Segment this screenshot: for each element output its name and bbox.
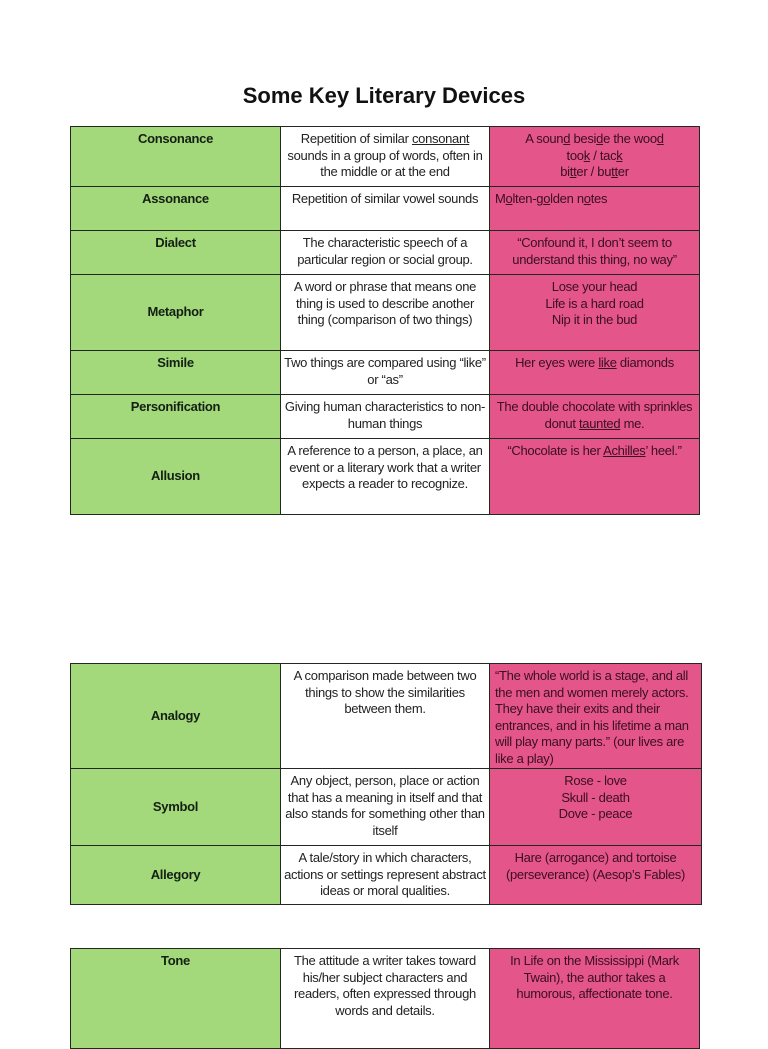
- example-cell: [490, 395, 700, 439]
- definition-text: Repetition of similar consonant sounds in a group of words, often in the middle or at the end: [287, 131, 483, 179]
- definition-text: Repetition of similar vowel sounds: [291, 191, 479, 206]
- table-row-allusion: [71, 439, 700, 515]
- term-cell: [71, 949, 281, 1049]
- definition-cell: [281, 664, 490, 769]
- term-label: Symbol: [152, 798, 199, 814]
- definition-cell: [281, 395, 490, 439]
- example-cell: [490, 439, 700, 515]
- example-text: Rose - love Skull - death Dove - peace: [558, 773, 633, 821]
- table-row-consonance: [71, 127, 700, 187]
- definition-cell: [281, 949, 490, 1049]
- example-text: Lose your head Life is a hard road Nip it in the bud: [545, 279, 644, 327]
- term-label: Consonance: [137, 131, 213, 146]
- literary-devices-table-2: [70, 663, 702, 905]
- definition-text: A word or phrase that means one thing is used to describe another thing (comparison of two things): [293, 279, 477, 327]
- example-cell: [490, 949, 700, 1049]
- definition-cell: [281, 127, 490, 187]
- term-label: Allegory: [150, 866, 201, 882]
- table-row-metaphor: [71, 275, 700, 351]
- example-cell: [490, 127, 700, 187]
- example-text: A sound beside the wood took / tack bitter / butter: [525, 131, 664, 179]
- definition-text: A comparison made between two things to show the similarities between them.: [293, 668, 477, 716]
- term-cell: [71, 275, 281, 351]
- example-cell: [490, 846, 702, 905]
- term-cell: [71, 351, 281, 395]
- table-row-symbol: [71, 769, 702, 846]
- example-cell: [490, 769, 702, 846]
- term-cell: [71, 769, 281, 846]
- example-cell: [490, 231, 700, 275]
- table-row-dialect: [71, 231, 700, 275]
- definition-cell: [281, 275, 490, 351]
- definition-cell: [281, 769, 490, 846]
- table-row-analogy: [71, 664, 702, 769]
- table-row-allegory: [71, 846, 702, 905]
- definition-text: The characteristic speech of a particular region or social group.: [297, 235, 473, 267]
- definition-text: A reference to a person, a place, an event or a literary work that a writer expects a reader to recognize.: [287, 443, 483, 491]
- definition-cell: [281, 231, 490, 275]
- term-cell: [71, 846, 281, 905]
- term-label: Tone: [161, 953, 190, 968]
- definition-text: A tale/story in which characters, actions or settings represent abstract ideas or moral qualities.: [284, 850, 486, 898]
- definition-cell: [281, 846, 490, 905]
- definition-text: Two things are compared using “like” or “as”: [284, 355, 486, 387]
- term-cell: [71, 187, 281, 231]
- example-cell: [490, 664, 702, 769]
- literary-devices-table-1: [70, 126, 700, 515]
- definition-text: Giving human characteristics to non-human things: [284, 399, 486, 431]
- definition-cell: [281, 351, 490, 395]
- example-text: Her eyes were like diamonds: [515, 355, 674, 370]
- example-text: “Chocolate is her Achilles’ heel.”: [507, 443, 682, 458]
- table-row-personification: [71, 395, 700, 439]
- example-text: In Life on the Mississippi (Mark Twain), the author takes a humorous, affectionate tone.: [510, 953, 679, 1001]
- term-cell: [71, 439, 281, 515]
- term-cell: [71, 395, 281, 439]
- term-label: Simile: [157, 355, 194, 370]
- table-row-tone: [71, 949, 700, 1049]
- literary-devices-table-3: [70, 948, 700, 1049]
- definition-cell: [281, 187, 490, 231]
- term-label: Dialect: [155, 235, 196, 250]
- example-text: Molten-golden notes: [495, 191, 608, 206]
- page-title: Some Key Literary Devices: [242, 83, 526, 108]
- example-cell: [490, 187, 700, 231]
- example-text: “Confound it, I don’t seem to understand this thing, no way”: [512, 235, 677, 267]
- term-cell: [71, 127, 281, 187]
- table-row-simile: [71, 351, 700, 395]
- term-label: Metaphor: [147, 304, 204, 320]
- definition-text: Any object, person, place or action that has a meaning in itself and that also stands for something other than itself: [285, 773, 485, 838]
- example-text: “The whole world is a stage, and all the men and women merely actors. They have their exits and their entrances, and in his lifetime a man will play many parts.” (our lives are like a play): [495, 668, 689, 766]
- definition-cell: [281, 439, 490, 515]
- term-label: Personification: [130, 399, 221, 414]
- term-label: Analogy: [150, 707, 201, 723]
- term-label: Allusion: [151, 468, 200, 484]
- term-label: Assonance: [142, 191, 209, 206]
- definition-text: The attitude a writer takes toward his/her subject characters and readers, often expressed through words and details.: [293, 953, 476, 1018]
- example-text: The double chocolate with sprinkles donut taunted me.: [496, 399, 693, 431]
- example-cell: [490, 351, 700, 395]
- example-text: Hare (arrogance) and tortoise (perseverance) (Aesop’s Fables): [505, 850, 686, 882]
- term-cell: [71, 664, 281, 769]
- table-row-assonance: [71, 187, 700, 231]
- term-cell: [71, 231, 281, 275]
- example-cell: [490, 275, 700, 351]
